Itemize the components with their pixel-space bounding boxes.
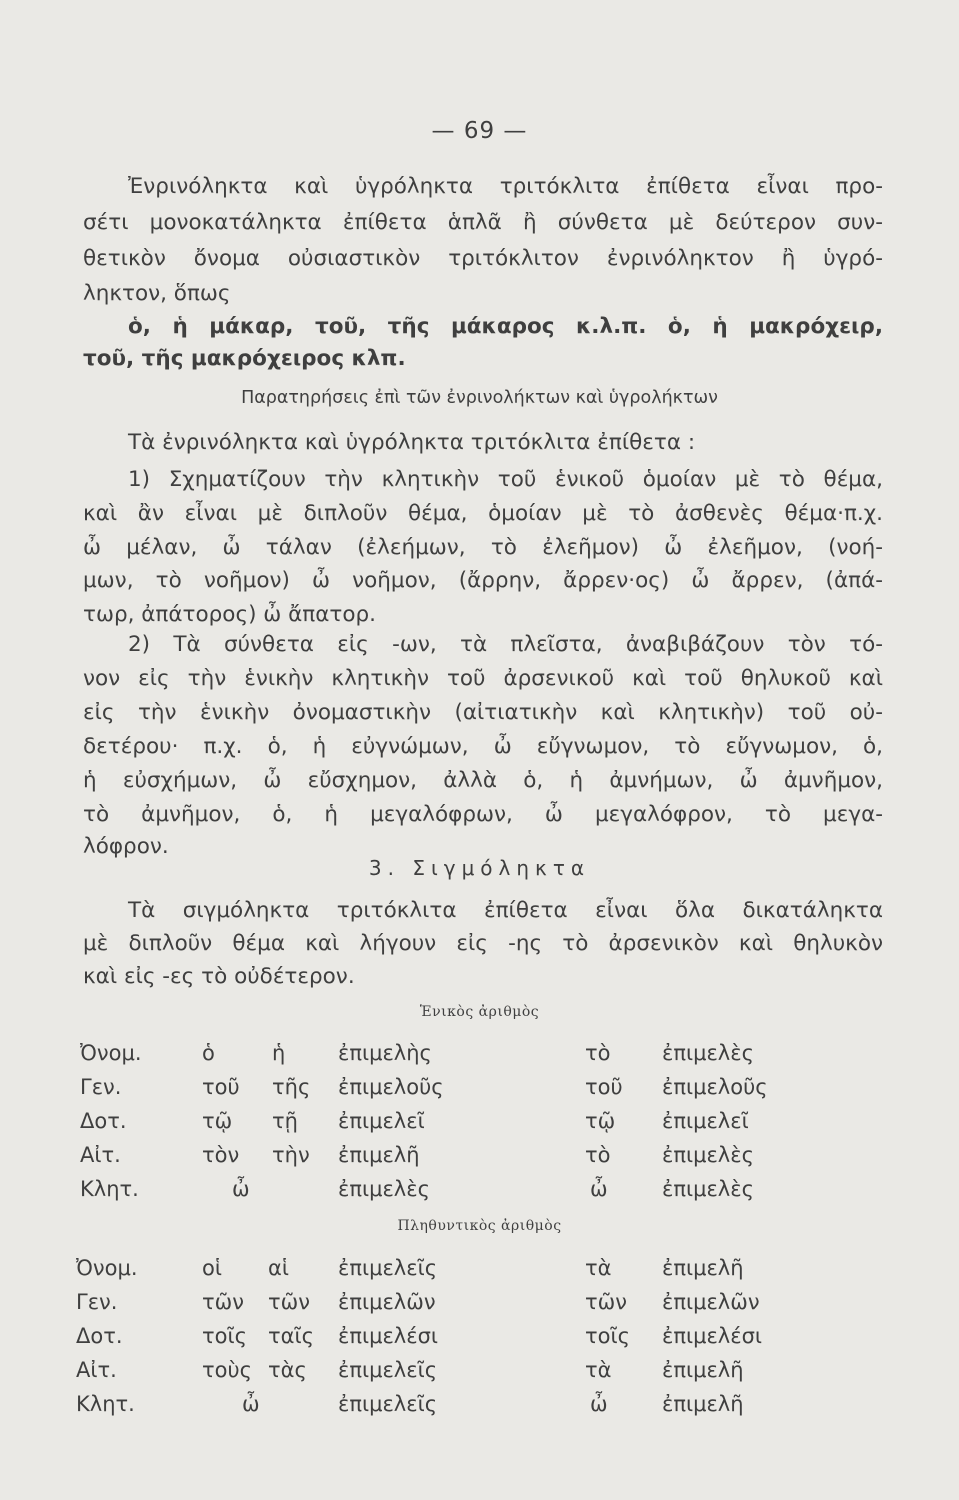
form-neut: ἐπιμελεῖ <box>662 1109 749 1133</box>
form-masc-fem: ἐπιμελεῖς <box>338 1358 438 1382</box>
article-masc: τοῦ <box>202 1075 240 1099</box>
rule2-line-1: 2) Τὰ σύνθετα εἰς -ων, τὰ πλεῖστα, ἀναβιβάζουν τὸν τό- <box>128 632 883 657</box>
rule2-line-2: νον εἰς τὴν ἑνικὴν κλητικὴν τοῦ ἀρσενικοῦ καὶ τοῦ θηλυκοῦ καὶ <box>83 666 883 691</box>
section-3-title: 3. Σιγμόληκτα <box>368 856 591 880</box>
form-neut: ἐπιμελοῦς <box>662 1075 768 1099</box>
case-label: Κλητ. <box>80 1177 139 1201</box>
form-masc-fem: ἐπιμελῆ <box>338 1143 420 1167</box>
form-masc-fem: ἐπιμελὴς <box>338 1041 432 1065</box>
table-row <box>0 1290 959 1320</box>
rule1-line-1: 1) Σχηματίζουν τὴν κλητικὴν τοῦ ἑνικοῦ ὁμοίαν μὲ τὸ θέμα, <box>128 467 883 492</box>
intro-line-3: θετικὸν ὄνομα οὐσιαστικὸν τριτόκλιτον ἐνρινόληκτον ἢ ὑγρό- <box>83 246 883 271</box>
singular-heading: Ἑνικὸς ἀριθμὸς <box>419 1004 540 1020</box>
form-neut: ἐπιμελὲς <box>662 1041 754 1065</box>
case-label: Ὀνομ. <box>80 1041 142 1065</box>
table-row <box>0 1041 959 1071</box>
table-row <box>0 1109 959 1139</box>
article-fem: τῶν <box>268 1290 310 1314</box>
intro-line-1: Ἐνρινόληκτα καὶ ὑγρόληκτα τριτόκλιτα ἐπίθετα εἶναι προ- <box>128 174 883 199</box>
article-masc: τοὺς <box>202 1358 252 1382</box>
table-row <box>0 1324 959 1354</box>
example-line-2: τοῦ, τῆς μακρόχειρος κλπ. <box>83 346 406 371</box>
article-neut: τοῦ <box>585 1075 623 1099</box>
intro-line-2: σέτι μονοκατάληκτα ἐπίθετα ἁπλᾶ ἢ σύνθετα μὲ δεύτερον συν- <box>83 210 883 235</box>
rule1-line-3: ὦ μέλαν, ὦ τάλαν (ἐλεήμων, τὸ ἐλεῆμον) ὦ ἐλεῆμον, (νοή- <box>83 535 883 560</box>
rule2-line-3: εἰς τὴν ἑνικὴν ὀνομαστικὴν (αἰτιατικὴν καὶ κλητικὴν) τοῦ οὐ- <box>83 700 883 725</box>
form-neut: ἐπιμελῆ <box>662 1392 744 1416</box>
form-masc-fem: ἐπιμελὲς <box>338 1177 430 1201</box>
case-label: Αἰτ. <box>76 1358 117 1382</box>
case-label: Γεν. <box>76 1290 118 1314</box>
table-row <box>0 1392 959 1422</box>
form-neut: ἐπιμελὲς <box>662 1177 754 1201</box>
rule2-line-7: λόφρον. <box>83 834 169 859</box>
table-row <box>0 1075 959 1105</box>
intro-line-4: ληκτον, ὅπως <box>83 281 231 306</box>
table-row <box>0 1256 959 1286</box>
form-neut: ἐπιμελέσι <box>662 1324 763 1348</box>
observations-heading: Παρατηρήσεις ἐπὶ τῶν ἐνρινολήκτων καὶ ὑγρολήκτων <box>241 388 718 408</box>
table-row <box>0 1177 959 1207</box>
article-masc: τῷ <box>202 1109 233 1133</box>
case-label: Δοτ. <box>76 1324 123 1348</box>
form-masc-fem: ἐπιμελῶν <box>338 1290 436 1314</box>
section3-line-3: καὶ εἰς -ες τὸ οὐδέτερον. <box>83 964 355 989</box>
plural-heading: Πληθυντικὸς ἀριθμὸς <box>397 1218 562 1234</box>
article-masc: ὦ <box>232 1177 250 1201</box>
article-masc: ὁ <box>202 1041 215 1065</box>
article-neut: τὸ <box>585 1143 611 1167</box>
rule2-line-6: τὸ ἀμνῆμον, ὁ, ἡ μεγαλόφρων, ὦ μεγαλόφρον, τὸ μεγα- <box>83 802 883 827</box>
article-fem: τῇ <box>272 1109 298 1133</box>
form-masc-fem: ἐπιμελεῖς <box>338 1392 438 1416</box>
rule1-line-4: μων, τὸ νοῆμον) ὦ νοῆμον, (ἄρρην, ἄρρεν·ος) ὦ ἄρρεν, (ἀπά- <box>83 568 883 593</box>
form-neut: ἐπιμελῶν <box>662 1290 760 1314</box>
article-neut: τοῖς <box>585 1324 630 1348</box>
article-fem: τῆς <box>272 1075 311 1099</box>
form-masc-fem: ἐπιμελεῖς <box>338 1256 438 1280</box>
article-fem: τὴν <box>272 1143 310 1167</box>
form-neut: ἐπιμελῆ <box>662 1358 744 1382</box>
form-neut: ἐπιμελὲς <box>662 1143 754 1167</box>
article-neut: τὰ <box>585 1358 612 1382</box>
article-neut: τῶν <box>585 1290 627 1314</box>
observations-lead: Τὰ ἐνρινόληκτα καὶ ὑγρόληκτα τριτόκλιτα ἐπίθετα : <box>128 430 696 455</box>
section3-line-2: μὲ διπλοῦν θέμα καὶ λήγουν εἰς -ης τὸ ἀρσενικὸν καὶ θηλυκὸν <box>83 931 883 956</box>
case-label: Ὀνομ. <box>76 1256 138 1280</box>
article-neut: τὸ <box>585 1041 611 1065</box>
case-label: Γεν. <box>80 1075 122 1099</box>
article-fem: τὰς <box>268 1358 307 1382</box>
article-fem: ὦ <box>242 1392 260 1416</box>
case-label: Κλητ. <box>76 1392 135 1416</box>
rule1-line-5: τωρ, ἀπάτορος) ὦ ἄπατορ. <box>83 602 377 627</box>
article-neut: ὦ <box>590 1392 608 1416</box>
article-fem: ἡ <box>272 1041 286 1065</box>
article-fem: ταῖς <box>268 1324 314 1348</box>
rule2-line-5: ἡ εὐσχήμων, ὦ εὔσχημον, ἀλλὰ ὁ, ἡ ἀμνήμων, ὦ ἀμνῆμον, <box>83 768 883 793</box>
article-neut: τῷ <box>585 1109 616 1133</box>
section3-line-1: Τὰ σιγμόληκτα τριτόκλιτα ἐπίθετα εἶναι ὅλα δικατάληκτα <box>128 898 883 923</box>
rule2-line-4: δετέρου· π.χ. ὁ, ἡ εὐγνώμων, ὦ εὔγνωμον, τὸ εὔγνωμον, ὁ, <box>83 734 883 759</box>
article-neut: τὰ <box>585 1256 612 1280</box>
article-masc: τὸν <box>202 1143 240 1167</box>
case-label: Δοτ. <box>80 1109 127 1133</box>
form-neut: ἐπιμελῆ <box>662 1256 744 1280</box>
form-masc-fem: ἐπιμελεῖ <box>338 1109 425 1133</box>
case-label: Αἰτ. <box>80 1143 121 1167</box>
page-number: — 69 — <box>431 118 528 144</box>
article-fem: αἱ <box>268 1256 289 1280</box>
article-neut: ὦ <box>590 1177 608 1201</box>
article-masc: τῶν <box>202 1290 244 1314</box>
form-masc-fem: ἐπιμελοῦς <box>338 1075 444 1099</box>
form-masc-fem: ἐπιμελέσι <box>338 1324 439 1348</box>
article-masc: τοῖς <box>202 1324 247 1348</box>
rule1-line-2: καὶ ἂν εἶναι μὲ διπλοῦν θέμα, ὁμοίαν μὲ τὸ ἀσθενὲς θέμα·π.χ. <box>83 501 883 526</box>
table-row <box>0 1358 959 1388</box>
article-masc: οἱ <box>202 1256 222 1280</box>
example-line-1: ὁ, ἡ μάκαρ, τοῦ, τῆς μάκαρος κ.λ.π. ὁ, ἡ μακρόχειρ, <box>128 314 883 339</box>
table-row <box>0 1143 959 1173</box>
